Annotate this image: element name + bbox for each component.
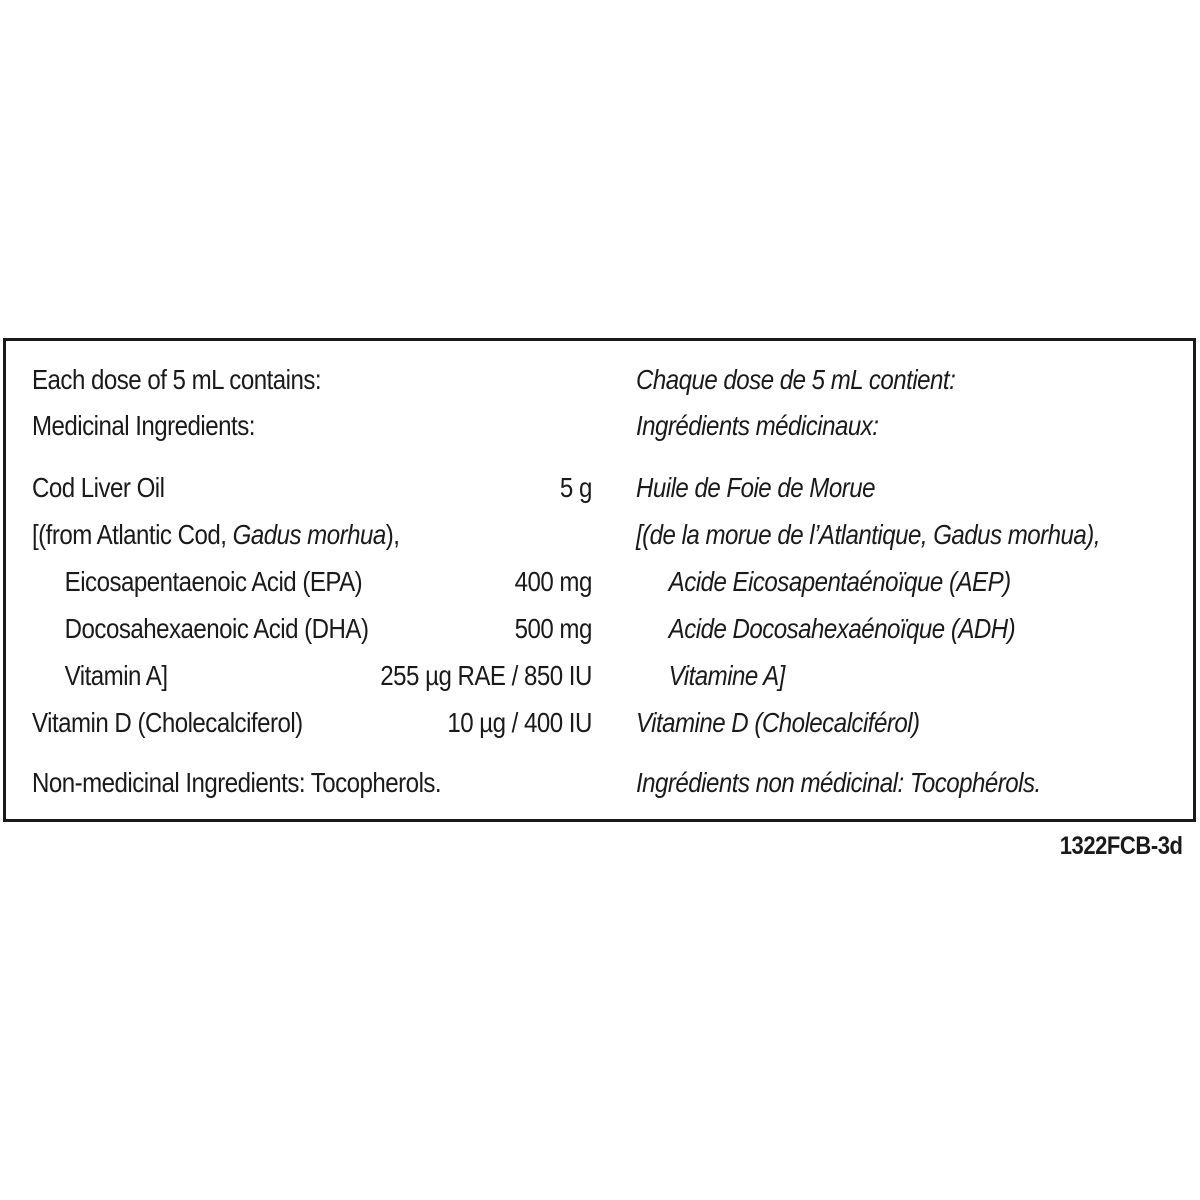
ingredient-name: Docosahexaenoic Acid (DHA) — [64, 613, 369, 644]
ingredient-name: Cod Liver Oil — [32, 472, 165, 503]
catalog-code: 1322FCB-3d — [1059, 832, 1182, 860]
ingredient-name: Eicosapentaenoic Acid (EPA) — [64, 566, 363, 597]
ingredient-amount: 255 µg RAE / 850 IU — [380, 660, 592, 691]
ingredient-amount: 5 g — [559, 472, 592, 503]
ingredient-amount: 500 mg — [514, 613, 592, 644]
ingredient-amount: 10 µg / 400 IU — [447, 707, 592, 738]
ingredient-name: Vitamin D (Cholecalciferol) — [32, 707, 303, 738]
ingredient-amount: 400 mg — [514, 566, 592, 597]
ingredient-name: Vitamin A] — [64, 660, 168, 691]
supplement-facts-panel: Each dose of 5 mL contains: Medicinal Ingredients: Cod Liver Oil 5 g [(from Atlantic Cod, Gadus morhua), Eicosapentaenoic Acid (EPA) 400 mg Docosahexaenoic Acid (DHA) 500 mg Vitamin A] 255 µg RAE / 850 IU Vitamin D (Cholecalciferol) 10 µg / 400 IU Non-medicinal Ingredients: Tocopherols. Chaque dose de 5 mL contient: Ingrédients médicinaux: Huile de Foie de Morue [(de la morue de l’Atlantique, Gadus morhua), Acide Eicosapentaénoïque (AEP) Acide Docosahexaénoïque (ADH) Vitamine A] Vitamine D (Cholecalciférol) Ingrédients non médicinal: Tocophérols. — [3, 338, 1196, 822]
latin-name: Gadus morhua — [232, 519, 386, 550]
